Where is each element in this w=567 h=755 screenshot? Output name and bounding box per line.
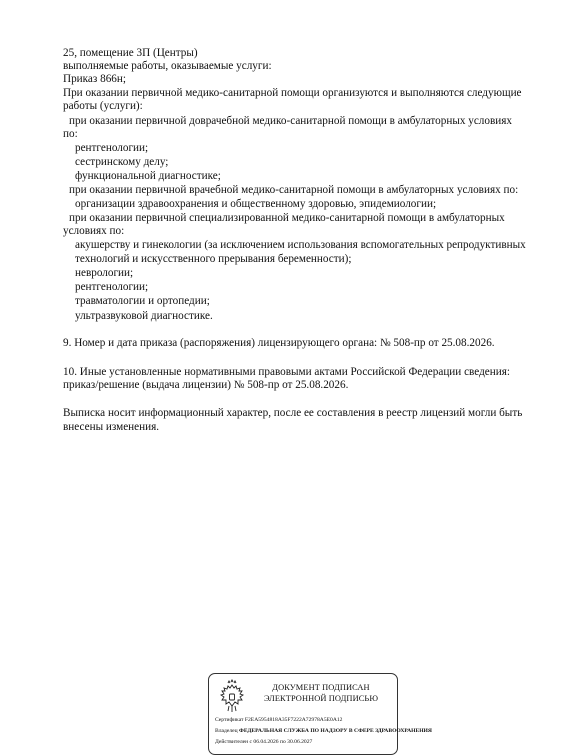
- electronic-signature-stamp: [208, 673, 432, 755]
- doc-line: технологий и искусственного прерывания беременности);: [75, 253, 352, 265]
- doc-line: при оказании первичной врачебной медико-санитарной помощи в амбулаторных условиях по:: [69, 184, 519, 196]
- doc-line: При оказании первичной медико-санитарной помощи организуются и выполняются следующие: [63, 87, 522, 99]
- item-9-order-number: 9. Номер и дата приказа (распоряжения) лицензирующего органа: № 508-пр от 25.08.2026.: [63, 337, 495, 349]
- doc-line: выполняемые работы, оказываемые услуги:: [63, 60, 272, 72]
- doc-line: сестринскому делу;: [75, 156, 169, 168]
- stamp-owner-value: ФЕДЕРАЛЬНАЯ СЛУЖБА ПО НАДЗОРУ В СФЕРЕ ЗДРАВООХРАНЕНИЯ: [239, 728, 432, 734]
- doc-line: акушерству и гинекологии (за исключением использования вспомогательных репродуктивных: [75, 239, 526, 251]
- doc-line: Приказ 866н;: [63, 73, 126, 85]
- doc-line: организации здравоохранения и общественному здоровью, эпидемиологии;: [75, 198, 437, 210]
- disclaimer-line-2: внесены изменения.: [63, 421, 160, 433]
- doc-line: рентгенологии;: [75, 281, 149, 293]
- doc-line: травматологии и ортопедии;: [75, 295, 210, 307]
- doc-line: при оказании первичной доврачебной медико-санитарной помощи в амбулаторных условиях: [69, 115, 512, 127]
- item-10-line-1: 10. Иные установленные нормативными правовыми актами Российской Федерации сведения:: [63, 366, 510, 378]
- stamp-certificate-label: Сертификат: [215, 717, 244, 723]
- doc-line: работы (услуги):: [63, 100, 143, 112]
- doc-line: неврологии;: [75, 267, 134, 279]
- stamp-certificate-value: F2EA5954818A35F7222A72978A5E0A12: [244, 717, 343, 723]
- stamp-owner-row: [215, 728, 432, 735]
- stamp-validity: Действителен с 06.04.2026 по 30.06.2027: [215, 739, 313, 745]
- doc-line: ультразвуковой диагностике.: [75, 310, 213, 322]
- doc-line: рентгенологии;: [75, 142, 149, 154]
- stamp-title-line-1: ДОКУМЕНТ ПОДПИСАН: [272, 683, 370, 692]
- doc-line: при оказании первичной специализированной медико-санитарной помощи в амбулаторных: [69, 212, 505, 224]
- doc-line: по:: [63, 128, 78, 140]
- doc-line: условиях по:: [63, 225, 125, 237]
- doc-line: 25, помещение 3П (Центры): [63, 47, 198, 59]
- doc-line: функциональной диагностике;: [75, 170, 221, 182]
- russian-coat-of-arms-icon: [217, 679, 247, 715]
- stamp-certificate-row: [215, 717, 342, 724]
- disclaimer-line-1: Выписка носит информационный характер, после ее составления в реестр лицензий могли быть: [63, 407, 523, 419]
- item-10-line-2: приказ/решение (выдача лицензии) № 508-пр от 25.08.2026.: [63, 379, 349, 391]
- stamp-title-line-2: ЭЛЕКТРОННОЙ ПОДПИСЬЮ: [263, 694, 379, 703]
- stamp-owner-label: Владелец: [215, 728, 238, 734]
